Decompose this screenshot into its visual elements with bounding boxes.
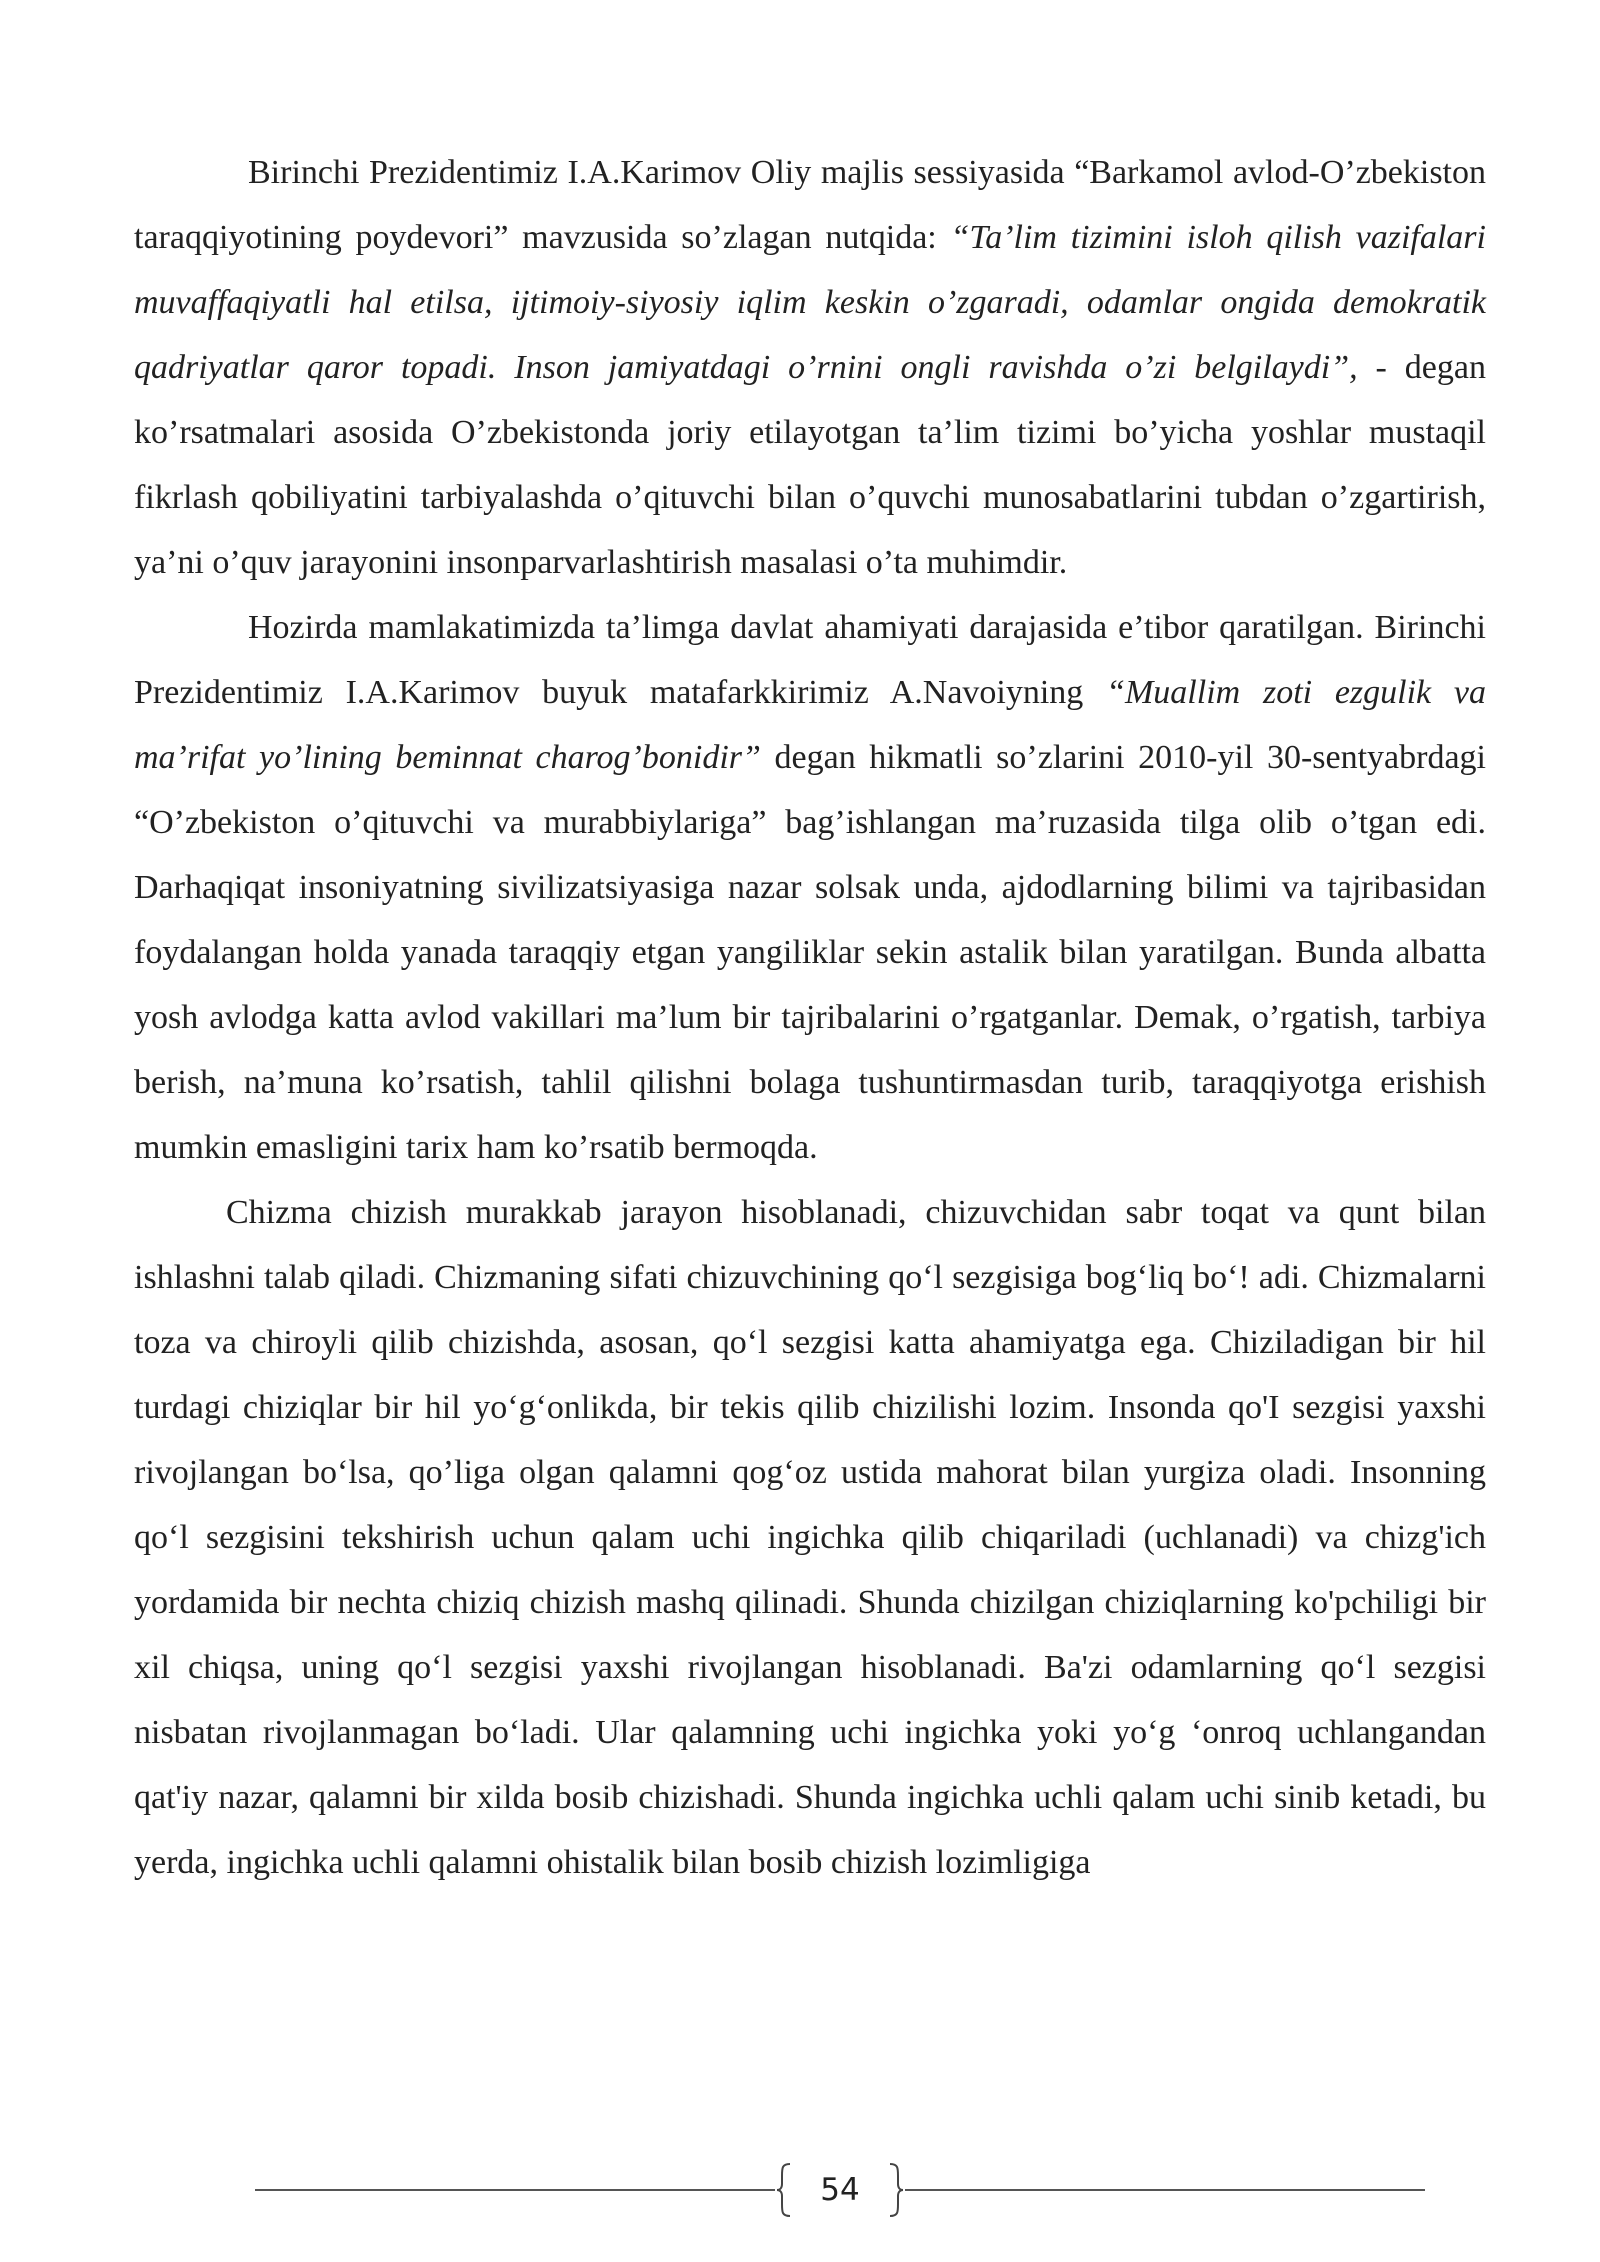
paragraph-2-text: Hozirda mamlakatimizda ta’limga davlat ahamiyati darajasida e’tibor qaratilgan. Birinchi Prezidentimiz I.A.Karimov buyuk matafarkkirimiz A.Navoiyning (134, 609, 1486, 711)
page-number: 54 (820, 2172, 860, 2208)
page-text (134, 140, 1486, 1895)
right-brace-icon (887, 2162, 905, 2218)
page-footer (255, 2162, 1425, 2218)
left-brace-icon (775, 2162, 793, 2218)
footer-rule-right (905, 2189, 1425, 2191)
paragraph-1-text-continued: - degan ko’rsatmalari asosida O’zbekistonda joriy etilayotgan ta’lim tizimi bo’yicha yoshlar mustaqil fikrlash qobiliyatini tarbiyalashda o’qituvchi bilan o’quvchi munosabatlarini tubdan o’zgartirish, ya’ni o’quv jarayonini insonparvarlashtirish masalasi o’ta muhimdir. (134, 349, 1486, 581)
paragraph-3 (134, 1180, 1486, 1895)
footer-rule-left (255, 2189, 775, 2191)
paragraph-2 (134, 595, 1486, 1180)
paragraph-2-quote: “Muallim zoti ezgulik va ma’rifat yo’lining beminnat charog’bonidir” (134, 674, 1486, 776)
paragraph-1-quote: “Ta’lim tizimini isloh qilish vazifalari muvaffaqiyatli hal etilsa, ijtimoiy-siyosiy iqlim keskin o’zgaradi, odamlar ongida demokratik qadriyatlar qaror topadi. Inson jamiyatdagi o’rnini ongli ravishda o’zi belgilaydi”, (134, 219, 1486, 386)
paragraph-1-text: Birinchi Prezidentimiz I.A.Karimov Oliy majlis sessiyasida “Barkamol avlod-O’zbekiston taraqqiyotining poydevori” mavzusida so’zlagan nutqida: (134, 154, 1486, 256)
paragraph-1 (134, 140, 1486, 595)
paragraph-2-text-continued: degan hikmatli so’zlarini 2010-yil 30-sentyabrdagi “O’zbekiston o’qituvchi va murabbiylariga” bag’ishlangan ma’ruzasida tilga olib o’tgan edi. Darhaqiqat insoniyatning sivilizatsiyasiga nazar solsak unda, ajdodlarning bilimi va tajribasidan foydalangan holda yanada taraqqiy etgan yangiliklar sekin astalik bilan yaratilgan. Bunda albatta yosh avlodga katta avlod vakillari ma’lum bir tajribalarini o’rgatganlar. Demak, o’rgatish, tarbiya berish, na’muna ko’rsatish, tahlil qilishni bolaga tushuntirmasdan turib, taraqqiyotga erishish mumkin emasligini tarix ham ko’rsatib bermoqda. (134, 739, 1487, 1166)
paragraph-3-text: Chizma chizish murakkab jarayon hisoblanadi, chizuvchidan sabr toqat va qunt bilan ishlashni talab qiladi. Chizmaning sifati chizuvchining qo‘l sezgisiga bog‘liq bo‘! adi. Chizmalarni toza va chiroyli qilib chizishda, asosan, qo‘l sezgisi katta ahamiyatga ega. Chiziladigan bir hil turdagi chiziqlar bir hil yo‘g‘onlikda, bir tekis qilib chizilishi lozim. Insonda qo'I sezgisi yaxshi rivojlangan bo‘lsa, qo’liga olgan qalamni qog‘oz ustida mahorat bilan yurgiza oladi. Insonning qo‘l sezgisini tekshirish uchun qalam uchi ingichka qilib chiqariladi (uchlanadi) va chizg'ich yordamida bir nechta chiziq chizish mashq qilinadi. Shunda chizilgan chiziqlarning ko'pchiligi bir xil chiqsa, uning qo‘l sezgisi yaxshi rivojlangan hisoblanadi. Ba'zi odamlarning qo‘l sezgisi nisbatan rivojlanmagan bo‘ladi. Ular qalamning uchi ingichka yoki yo‘g ‘onroq uchlangandan qat'iy nazar, qalamni bir xilda bosib chizishadi. Shunda ingichka uchli qalam uchi sinib ketadi, bu yerda, ingichka uchli qalamni ohistalik bilan bosib chizish lozimligiga (134, 1194, 1486, 1881)
